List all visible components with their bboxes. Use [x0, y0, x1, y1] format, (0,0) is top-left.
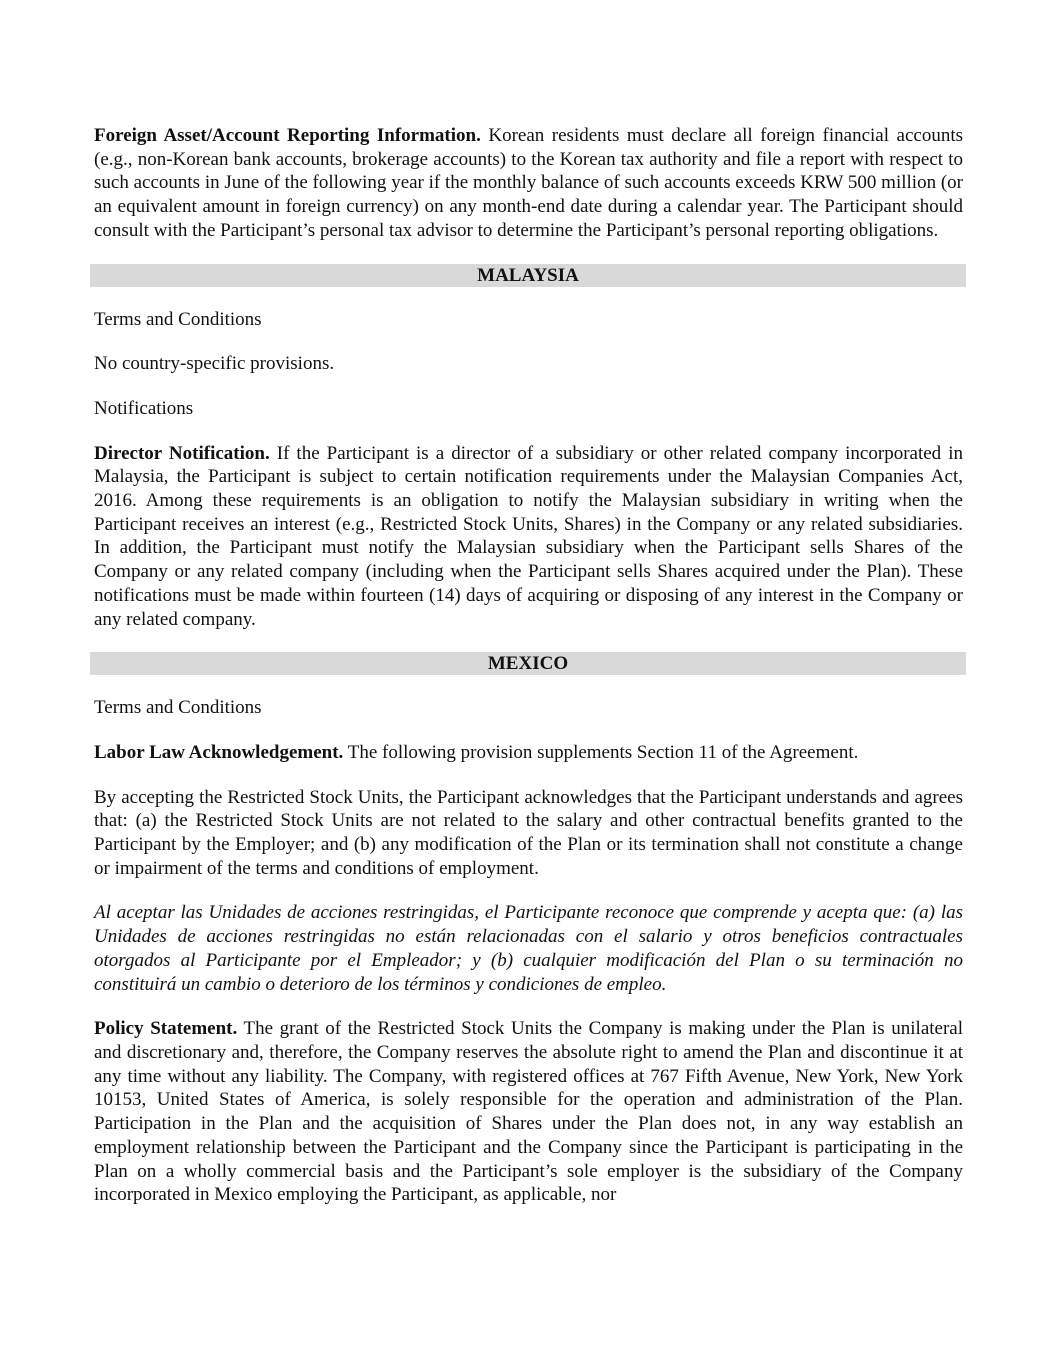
labor-law-text: The following provision supplements Section 11 of the Agreement. [343, 741, 859, 763]
mexico-heading: MEXICO [90, 652, 966, 675]
director-notification-text: If the Participant is a director of a subsidiary or other related company incorporated in Malaysia, the Participant is subject to certain notification requirements under the Malaysian Companies Act, 2016. Among these requirements is an obligation to notify the Malaysian subsidiary in writing when the Participant receives an interest (e.g., Restricted Stock Units, Shares) in the Company or any related subsidiaries. In addition, the Participant must notify the Malaysian subsidiary when the Participant sells Shares of the Company or any related company (including when the Participant sells Shares acquired under the Plan). These notifications must be made within fourteen (14) days of acquiring or disposing of any interest in the Company or any related company. [94, 442, 963, 630]
foreign-asset-text: Korean residents must declare all foreign financial accounts (e.g., non-Korean bank accounts, brokerage accounts) to the Korean tax authority and file a report with respect to such accounts in June of the following year if the monthly balance of such accounts exceeds KRW 500 million (or an equivalent amount in foreign currency) on any month-end date during a calendar year. The Participant should consult with the Participant’s personal tax advisor to determine the Participant’s personal reporting obligations. [94, 125, 963, 241]
policy-statement-text: The grant of the Restricted Stock Units the Company is making under the Plan is unilateral and discretionary and, therefore, the Company reserves the absolute right to amend the Plan and discontinue it at any time without any liability. The Company, with registered offices at 767 Fifth Avenue, New York, New York 10153, United States of America, is solely responsible for the operation and administration of the Plan. Participation in the Plan and the acquisition of Shares under the Plan does not, in any way establish an employment relationship between the Participant and the Company since the Participant is participating in the Plan on a wholly commercial basis and the Participant’s sole employer is the subsidiary of the Company incorporated in Mexico employing the Participant, as applicable, nor [94, 1018, 964, 1206]
acceptance-english-paragraph: By accepting the Restricted Stock Units, the Participant acknowledges that the Participant understands and agrees that: (a) the Restricted Stock Units are not related to the salary and other contractual benefits granted to the Participant by the Employer; and (b) any modification of the Plan or its termination shall not constitute a change or impairment of the terms and conditions of employment. [94, 786, 963, 879]
mexico-terms-heading: Terms and Conditions [94, 697, 262, 719]
policy-statement-paragraph [94, 1017, 963, 1207]
director-notification-paragraph [94, 442, 963, 632]
labor-law-lead: Labor Law Acknowledgement. [94, 741, 344, 763]
director-notification-lead: Director Notification. [94, 442, 270, 464]
labor-law-paragraph [94, 741, 963, 765]
foreign-asset-paragraph [94, 124, 963, 243]
foreign-asset-lead: Foreign Asset/Account Reporting Information. [94, 125, 481, 146]
malaysia-notifications-heading: Notifications [94, 397, 194, 419]
malaysia-terms-heading: Terms and Conditions [94, 308, 262, 330]
malaysia-heading: MALAYSIA [90, 264, 966, 287]
malaysia-no-provisions: No country-specific provisions. [94, 353, 335, 375]
acceptance-spanish-paragraph: Al aceptar las Unidades de acciones restringidas, el Participante reconoce que comprende y acepta que: (a) las Unidades de acciones restringidas no están relacionadas con el salario y otros beneficios contractuales otorgados al Participante por el Empleador; y (b) cualquier modificación del Plan o su terminación no constituirá un cambio o deterioro de los términos y condiciones de empleo. [94, 902, 963, 995]
policy-statement-lead: Policy Statement. [94, 1018, 238, 1040]
document-body [94, 124, 963, 1228]
